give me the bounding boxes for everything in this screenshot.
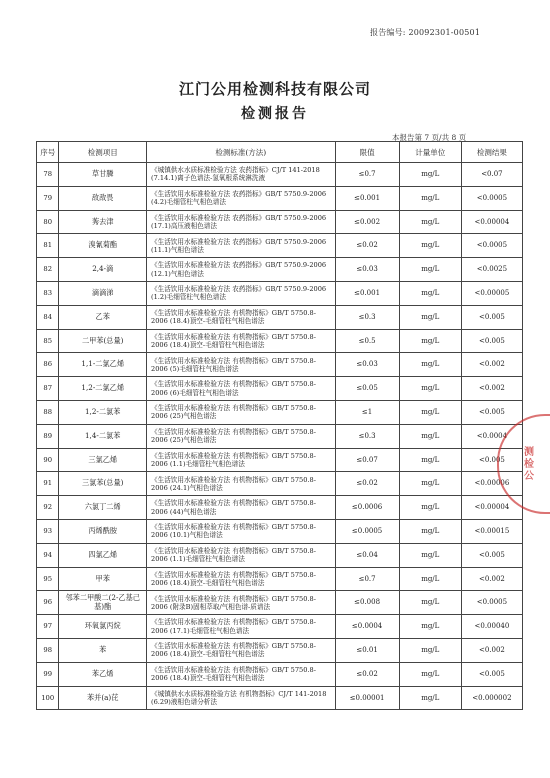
row-seq: 93 [37, 519, 59, 543]
row-seq: 90 [37, 448, 59, 472]
row-result: <0.000002 [461, 686, 522, 710]
row-limit: ≤0.04 [335, 543, 399, 567]
table-row [37, 662, 523, 686]
row-result: <0.005 [461, 662, 522, 686]
row-seq: 96 [37, 591, 59, 615]
row-limit: ≤0.0005 [335, 519, 399, 543]
row-limit: ≤0.05 [335, 377, 399, 401]
row-unit: mg/L [399, 234, 461, 258]
row-result: <0.002 [461, 567, 522, 591]
row-result: <0.00005 [461, 281, 522, 305]
header-method: 检测标准(方法) [147, 142, 335, 163]
row-limit: ≤0.02 [335, 234, 399, 258]
table-row [37, 234, 523, 258]
row-limit: ≤1 [335, 400, 399, 424]
row-unit: mg/L [399, 258, 461, 282]
row-method: 《生活饮用水标准检验方法 有机物指标》GB/T 5750.8-2006 (10.1)气相色谱法 [147, 519, 335, 543]
row-limit: ≤0.02 [335, 662, 399, 686]
row-result: <0.07 [461, 163, 522, 187]
row-seq: 94 [37, 543, 59, 567]
row-limit: ≤0.03 [335, 353, 399, 377]
row-unit: mg/L [399, 567, 461, 591]
row-seq: 79 [37, 186, 59, 210]
row-seq: 91 [37, 472, 59, 496]
table-row [37, 305, 523, 329]
table-row [37, 186, 523, 210]
row-method: 《生活饮用水标准检验方法 农药指标》GB/T 5750.9-2006 (17.1)高压液相色谱法 [147, 210, 335, 234]
row-method: 《生活饮用水标准检验方法 有机物指标》GB/T 5750.8-2006 (25)气相色谱法 [147, 424, 335, 448]
row-method: 《生活饮用水标准检验方法 农药指标》GB/T 5750.9-2006 (1.2)毛细管柱气相色谱法 [147, 281, 335, 305]
table-row [37, 591, 523, 615]
table-row [37, 163, 523, 187]
row-result: <0.005 [461, 329, 522, 353]
row-item: 苯乙烯 [59, 662, 147, 686]
table-row [37, 258, 523, 282]
table-row [37, 567, 523, 591]
row-unit: mg/L [399, 591, 461, 615]
row-result: <0.005 [461, 305, 522, 329]
row-unit: mg/L [399, 305, 461, 329]
row-result: <0.00015 [461, 519, 522, 543]
row-item: 丙烯酰胺 [59, 519, 147, 543]
row-method: 《生活饮用水标准检验方法 有机物指标》GB/T 5750.8-2006 (18.4)顶空-毛细管柱气相色谱法 [147, 638, 335, 662]
row-item: 莠去津 [59, 210, 147, 234]
row-item: 二甲苯(总量) [59, 329, 147, 353]
row-method: 《生活饮用水标准检验方法 有机物指标》GB/T 5750.8-2006 (18.4)顶空-毛细管柱气相色谱法 [147, 662, 335, 686]
table-header-row [37, 142, 523, 163]
row-method: 《生活饮用水标准检验方法 农药指标》GB/T 5750.9-2006 (4.2)毛细管柱气相色谱法 [147, 186, 335, 210]
row-unit: mg/L [399, 424, 461, 448]
row-limit: ≤0.002 [335, 210, 399, 234]
row-unit: mg/L [399, 662, 461, 686]
row-method: 《生活饮用水标准检验方法 有机物指标》GB/T 5750.8-2006 (5)毛细管柱气相色谱法 [147, 353, 335, 377]
row-seq: 99 [37, 662, 59, 686]
row-seq: 87 [37, 377, 59, 401]
row-method: 《生活饮用水标准检验方法 有机物指标》GB/T 5750.8-2006 (25)气相色谱法 [147, 400, 335, 424]
row-item: 1,1-二氯乙烯 [59, 353, 147, 377]
row-method: 《城镇供水水质标准检验方法 农药指标》CJ/T 141-2018 (7.14.1)离子色谱法-氢氧根系统淋洗液 [147, 163, 335, 187]
row-seq: 81 [37, 234, 59, 258]
row-seq: 92 [37, 496, 59, 520]
row-unit: mg/L [399, 543, 461, 567]
row-item: 六氯丁二烯 [59, 496, 147, 520]
row-method: 《生活饮用水标准检验方法 有机物指标》GB/T 5750.8-2006 (17.1)毛细管柱气相色谱法 [147, 615, 335, 639]
table-row [37, 638, 523, 662]
row-unit: mg/L [399, 519, 461, 543]
row-result: <0.00004 [461, 496, 522, 520]
row-item: 乙苯 [59, 305, 147, 329]
row-unit: mg/L [399, 615, 461, 639]
company-name: 江门公用检测科技有限公司 [178, 80, 371, 98]
row-unit: mg/L [399, 448, 461, 472]
official-seal-stamp: 测检公 [497, 414, 550, 514]
row-method: 《生活饮用水标准检验方法 有机物指标》GB/T 5750.8-2006 (附录B)固相萃取/气相色谱-质谱法 [147, 591, 335, 615]
row-item: 草甘膦 [59, 163, 147, 187]
row-seq: 85 [37, 329, 59, 353]
table-row [37, 472, 523, 496]
row-method: 《生活饮用水标准检验方法 有机物指标》GB/T 5750.8-2006 (1.1)毛细管柱气相色谱法 [147, 543, 335, 567]
table-row [37, 400, 523, 424]
header-unit: 计量单位 [399, 142, 461, 163]
row-method: 《城镇供水水质标准检验方法 有机物指标》CJ/T 141-2018 (6.29)液相色谱分析法 [147, 686, 335, 710]
row-unit: mg/L [399, 472, 461, 496]
row-method: 《生活饮用水标准检验方法 有机物指标》GB/T 5750.8-2006 (6)毛细管柱气相色谱法 [147, 377, 335, 401]
row-item: 苯并(a)芘 [59, 686, 147, 710]
row-seq: 82 [37, 258, 59, 282]
row-unit: mg/L [399, 638, 461, 662]
row-limit: ≤0.7 [335, 567, 399, 591]
row-result: <0.0004 [461, 424, 522, 448]
row-unit: mg/L [399, 400, 461, 424]
header-seq: 序号 [37, 142, 59, 163]
table-row [37, 448, 523, 472]
row-item: 1,2-二氯苯 [59, 400, 147, 424]
row-item: 2,4-滴 [59, 258, 147, 282]
row-method: 《生活饮用水标准检验方法 有机物指标》GB/T 5750.8-2006 (18.4)顶空-毛细管柱气相色谱法 [147, 329, 335, 353]
row-result: <0.0025 [461, 258, 522, 282]
row-item: 四氯乙烯 [59, 543, 147, 567]
row-limit: ≤0.0006 [335, 496, 399, 520]
table-row [37, 329, 523, 353]
row-seq: 86 [37, 353, 59, 377]
row-limit: ≤0.008 [335, 591, 399, 615]
row-method: 《生活饮用水标准检验方法 有机物指标》GB/T 5750.8-2006 (24.1)气相色谱法 [147, 472, 335, 496]
table-row [37, 377, 523, 401]
row-method: 《生活饮用水标准检验方法 有机物指标》GB/T 5750.8-2006 (1.1)毛细管柱气相色谱法 [147, 448, 335, 472]
row-limit: ≤0.07 [335, 448, 399, 472]
row-result: <0.002 [461, 353, 522, 377]
row-seq: 78 [37, 163, 59, 187]
row-item: 滴滴涕 [59, 281, 147, 305]
row-seq: 98 [37, 638, 59, 662]
row-unit: mg/L [399, 496, 461, 520]
table-row [37, 686, 523, 710]
header-item: 检测项目 [59, 142, 147, 163]
row-seq: 83 [37, 281, 59, 305]
table-row [37, 424, 523, 448]
row-unit: mg/L [399, 353, 461, 377]
row-limit: ≤0.001 [335, 186, 399, 210]
row-method: 《生活饮用水标准检验方法 农药指标》GB/T 5750.9-2006 (11.1)气相色谱法 [147, 234, 335, 258]
row-result: <0.005 [461, 448, 522, 472]
row-seq: 80 [37, 210, 59, 234]
row-unit: mg/L [399, 281, 461, 305]
row-limit: ≤0.02 [335, 472, 399, 496]
header-limit: 限值 [335, 142, 399, 163]
row-unit: mg/L [399, 377, 461, 401]
row-item: 三氯苯(总量) [59, 472, 147, 496]
row-item: 1,2-二氯乙烯 [59, 377, 147, 401]
row-unit: mg/L [399, 329, 461, 353]
row-method: 《生活饮用水标准检验方法 有机物指标》GB/T 5750.8-2006 (18.4)顶空-毛细管柱气相色谱法 [147, 567, 335, 591]
row-method: 《生活饮用水标准检验方法 有机物指标》GB/T 5750.8-2006 (18.4)顶空-毛细管柱气相色谱法 [147, 305, 335, 329]
row-seq: 84 [37, 305, 59, 329]
row-limit: ≤0.0004 [335, 615, 399, 639]
table-row [37, 543, 523, 567]
row-result: <0.002 [461, 638, 522, 662]
row-result: <0.0005 [461, 186, 522, 210]
row-item: 邻苯二甲酸二(2-乙基己基)酯 [59, 591, 147, 615]
row-method: 《生活饮用水标准检验方法 农药指标》GB/T 5750.9-2006 (12.1)气相色谱法 [147, 258, 335, 282]
row-result: <0.00040 [461, 615, 522, 639]
row-result: <0.0005 [461, 234, 522, 258]
table-row [37, 519, 523, 543]
row-result: <0.005 [461, 400, 522, 424]
row-seq: 88 [37, 400, 59, 424]
row-limit: ≤0.03 [335, 258, 399, 282]
row-limit: ≤0.3 [335, 305, 399, 329]
results-table [36, 141, 523, 710]
row-item: 三氯乙烯 [59, 448, 147, 472]
row-unit: mg/L [399, 686, 461, 710]
page-indicator: 本报告第 7 页/共 8 页 [392, 133, 467, 142]
report-title: 检测报告 [241, 106, 309, 122]
row-seq: 100 [37, 686, 59, 710]
report-number: 报告编号: 20092301-00501 [370, 28, 481, 37]
row-result: <0.0005 [461, 591, 522, 615]
table-row [37, 281, 523, 305]
row-result: <0.002 [461, 377, 522, 401]
row-unit: mg/L [399, 210, 461, 234]
row-item: 1,4-二氯苯 [59, 424, 147, 448]
table-row [37, 353, 523, 377]
row-limit: ≤0.01 [335, 638, 399, 662]
row-item: 敌敌畏 [59, 186, 147, 210]
row-result: <0.005 [461, 543, 522, 567]
row-item: 苯 [59, 638, 147, 662]
row-limit: ≤0.3 [335, 424, 399, 448]
row-method: 《生活饮用水标准检验方法 有机物指标》GB/T 5750.8-2006 (44)气相色谱法 [147, 496, 335, 520]
table-row [37, 615, 523, 639]
row-seq: 89 [37, 424, 59, 448]
row-result: <0.00004 [461, 210, 522, 234]
table-row [37, 496, 523, 520]
row-unit: mg/L [399, 163, 461, 187]
row-result: <0.00006 [461, 472, 522, 496]
header-result: 检测结果 [461, 142, 522, 163]
table-row [37, 210, 523, 234]
row-seq: 97 [37, 615, 59, 639]
row-unit: mg/L [399, 186, 461, 210]
row-item: 甲苯 [59, 567, 147, 591]
row-seq: 95 [37, 567, 59, 591]
row-item: 溴氰菊酯 [59, 234, 147, 258]
row-limit: ≤0.00001 [335, 686, 399, 710]
row-limit: ≤0.001 [335, 281, 399, 305]
row-limit: ≤0.7 [335, 163, 399, 187]
row-item: 环氧氯丙烷 [59, 615, 147, 639]
row-limit: ≤0.5 [335, 329, 399, 353]
